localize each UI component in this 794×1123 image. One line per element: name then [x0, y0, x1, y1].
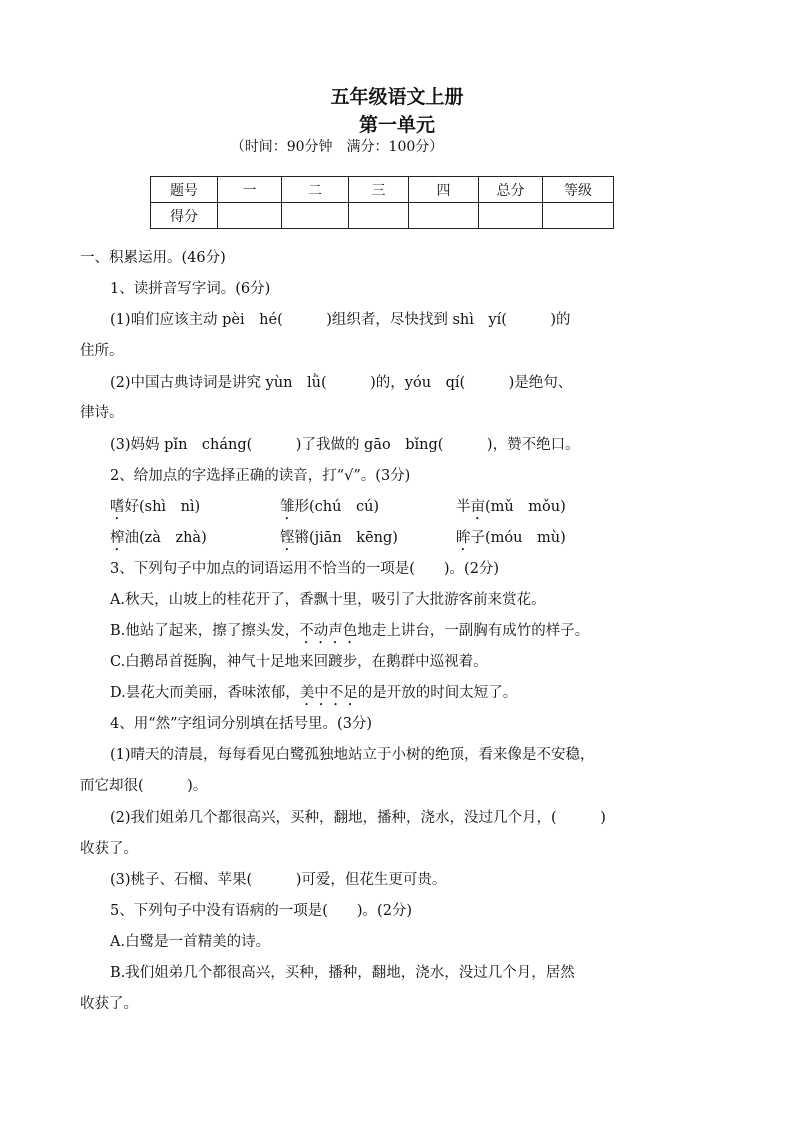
question-line: (2)我们姐弟几个都很高兴，买种，翻地，播种，浇水，没过几个月，( ): [110, 810, 606, 826]
question-line: 住所。: [80, 343, 124, 359]
question-stem: 2、给加点的字选择正确的读音，打“√”。(3分): [110, 468, 411, 484]
question-stem: 1、读拼音写字词。(6分): [110, 281, 271, 297]
score-input-cell[interactable]: [282, 203, 349, 229]
question-stem: 3、下列句子中加点的词语运用不恰当的一项是( )。(2分): [110, 561, 500, 577]
choice-d: D.昙花大而美丽，香味浓郁，美中不足的是开放的时间太短了。: [110, 685, 518, 701]
choice-b-cont: 收获了。: [80, 996, 138, 1012]
question-line: 而它却很( )。: [80, 778, 208, 794]
question-stem: 4、用“然”字组词分别填在括号里。(3分): [110, 716, 373, 732]
header-cell: 四: [409, 177, 479, 203]
score-table: [150, 176, 614, 229]
question-line: (1)咱们应该主动 pèi hé( )组织者，尽快找到 shì yí( )的: [110, 312, 571, 328]
question-line: 收获了。: [80, 841, 138, 857]
choice-c: C.白鹅昂首挺胸，神气十足地来回踱步，在鹅群中巡视着。: [110, 654, 488, 670]
question-line: 律诗。: [80, 405, 124, 421]
exam-info: （时间：90分钟 满分：100分）: [230, 139, 444, 155]
question-line: (3)桃子、石榴、苹果( )可爱，但花生更可贵。: [110, 872, 447, 888]
reading-option: 铿锵(jiān kēng): [280, 530, 398, 546]
score-input-cell[interactable]: [409, 203, 479, 229]
section-heading: 一、积累运用。(46分): [80, 250, 226, 266]
score-input-cell[interactable]: [543, 203, 614, 229]
choice-b: B.我们姐弟几个都很高兴，买种，播种，翻地，浇水，没过几个月，居然: [110, 965, 575, 981]
reading-option: 半亩(mǔ mǒu): [456, 499, 566, 515]
score-input-cell[interactable]: [479, 203, 543, 229]
header-cell: 三: [349, 177, 409, 203]
choice-a: A.秋天，山坡上的桂花开了，香飘十里，吸引了大批游客前来赏花。: [110, 592, 546, 608]
header-cell: 题号: [151, 177, 218, 203]
reading-option: 雏形(chú cú): [280, 499, 380, 515]
question-line: (2)中国古典诗词是讲究 yùn lǜ( )的，yóu qí( )是绝句、: [110, 375, 573, 391]
score-input-cell[interactable]: [218, 203, 282, 229]
reading-option: 榨油(zà zhà): [110, 530, 207, 546]
score-table-score-row: [151, 203, 614, 229]
score-input-cell[interactable]: [349, 203, 409, 229]
reading-option: 眸子(móu mù): [456, 530, 566, 546]
choice-b: B.他站了起来，擦了擦头发，不动声色地走上讲台，一副胸有成竹的样子。: [110, 623, 590, 639]
header-cell: 一: [218, 177, 282, 203]
header-cell: 总分: [479, 177, 543, 203]
question-stem: 5、下列句子中没有语病的一项是( )。(2分): [110, 903, 413, 919]
score-label-cell: 得分: [151, 203, 218, 229]
question-line: (1)晴天的清晨，每每看见白鹭孤独地站立于小树的绝顶，看来像是不安稳，: [110, 747, 595, 763]
exam-title: 五年级语文上册: [330, 86, 464, 108]
unit-title: 第一单元: [358, 114, 435, 136]
question-line: (3)妈妈 pǐn cháng( )了我做的 gāo bǐng( )，赞不绝口。: [110, 437, 580, 453]
reading-option: 嗜好(shì nì): [110, 499, 201, 515]
header-cell: 二: [282, 177, 349, 203]
choice-a: A.白鹭是一首精美的诗。: [110, 934, 271, 950]
header-cell: 等级: [543, 177, 614, 203]
score-table-header-row: [151, 177, 614, 203]
